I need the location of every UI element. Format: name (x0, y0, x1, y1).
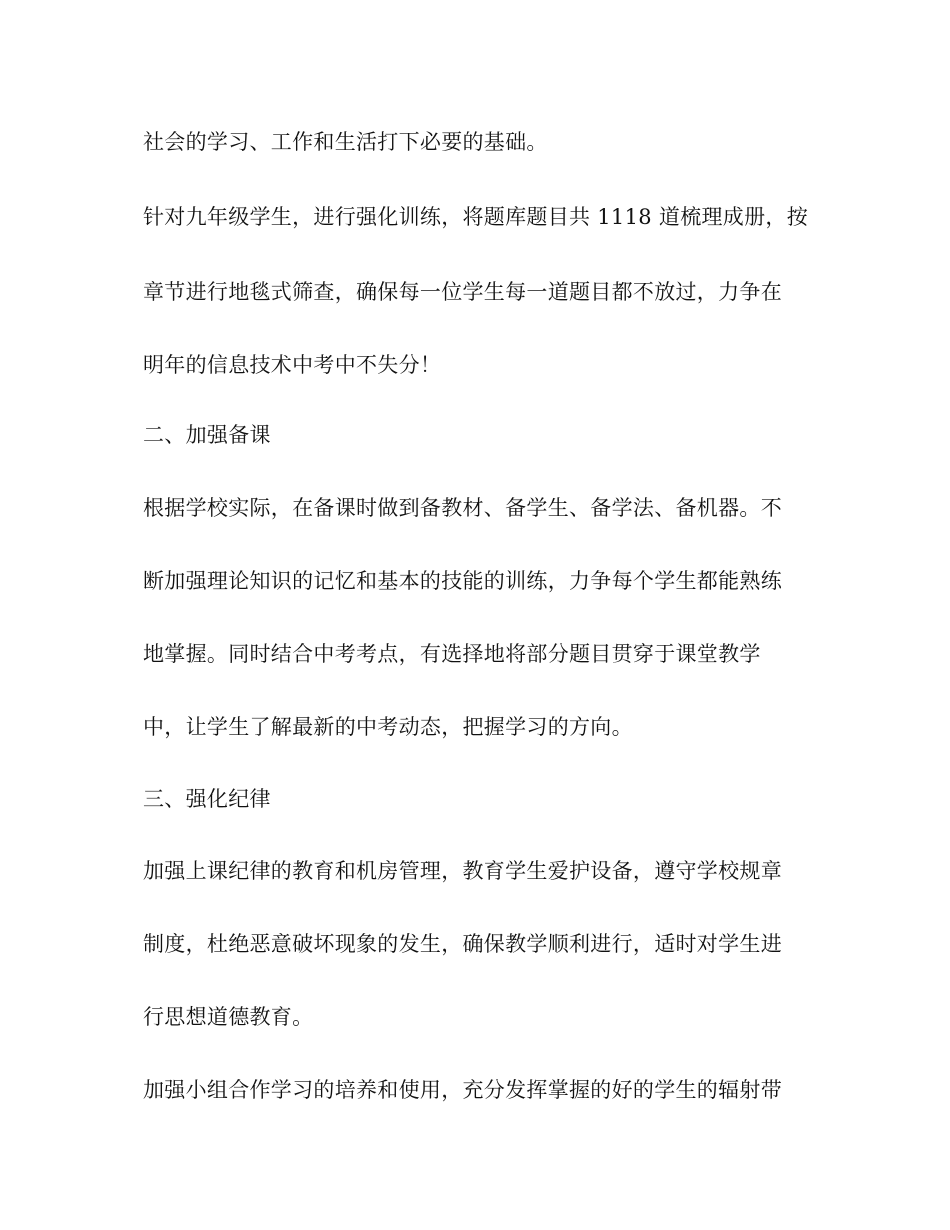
paragraph-line: 行思想道德教育。 (143, 1005, 314, 1029)
paragraph-line: 章节进行地毯式筛查，确保每一位学生每一道题目都不放过，力争在 (143, 280, 782, 304)
paragraph-line: 加强小组合作学习的培养和使用，充分发挥掌握的好的学生的辐射带 (143, 1078, 782, 1102)
paragraph-line: 断加强理论知识的记忆和基本的技能的训练，力争每个学生都能熟练 (143, 569, 782, 593)
paragraph-line: 社会的学习、工作和生活打下必要的基础。 (143, 130, 548, 154)
paragraph-line: 根据学校实际，在备课时做到备教材、备学生、备学法、备机器。不 (143, 496, 782, 520)
section-heading: 三、强化纪律 (143, 787, 271, 811)
paragraph-line: 制度，杜绝恶意破坏现象的发生，确保教学顺利进行，适时对学生进 (143, 932, 782, 956)
paragraph-line: 明年的信息技术中考中不失分！ (143, 353, 442, 377)
paragraph-line: 中，让学生了解最新的中考动态，把握学习的方向。 (143, 715, 633, 739)
paragraph-line: 加强上课纪律的教育和机房管理，教育学生爱护设备，遵守学校规章 (143, 859, 782, 883)
paragraph-line: 地掌握。同时结合中考考点，有选择地将部分题目贯穿于课堂教学 (143, 642, 761, 666)
paragraph-line: 针对九年级学生，进行强化训练，将题库题目共 1118 道梳理成册，按 (143, 205, 808, 229)
section-heading: 二、加强备课 (143, 423, 271, 447)
